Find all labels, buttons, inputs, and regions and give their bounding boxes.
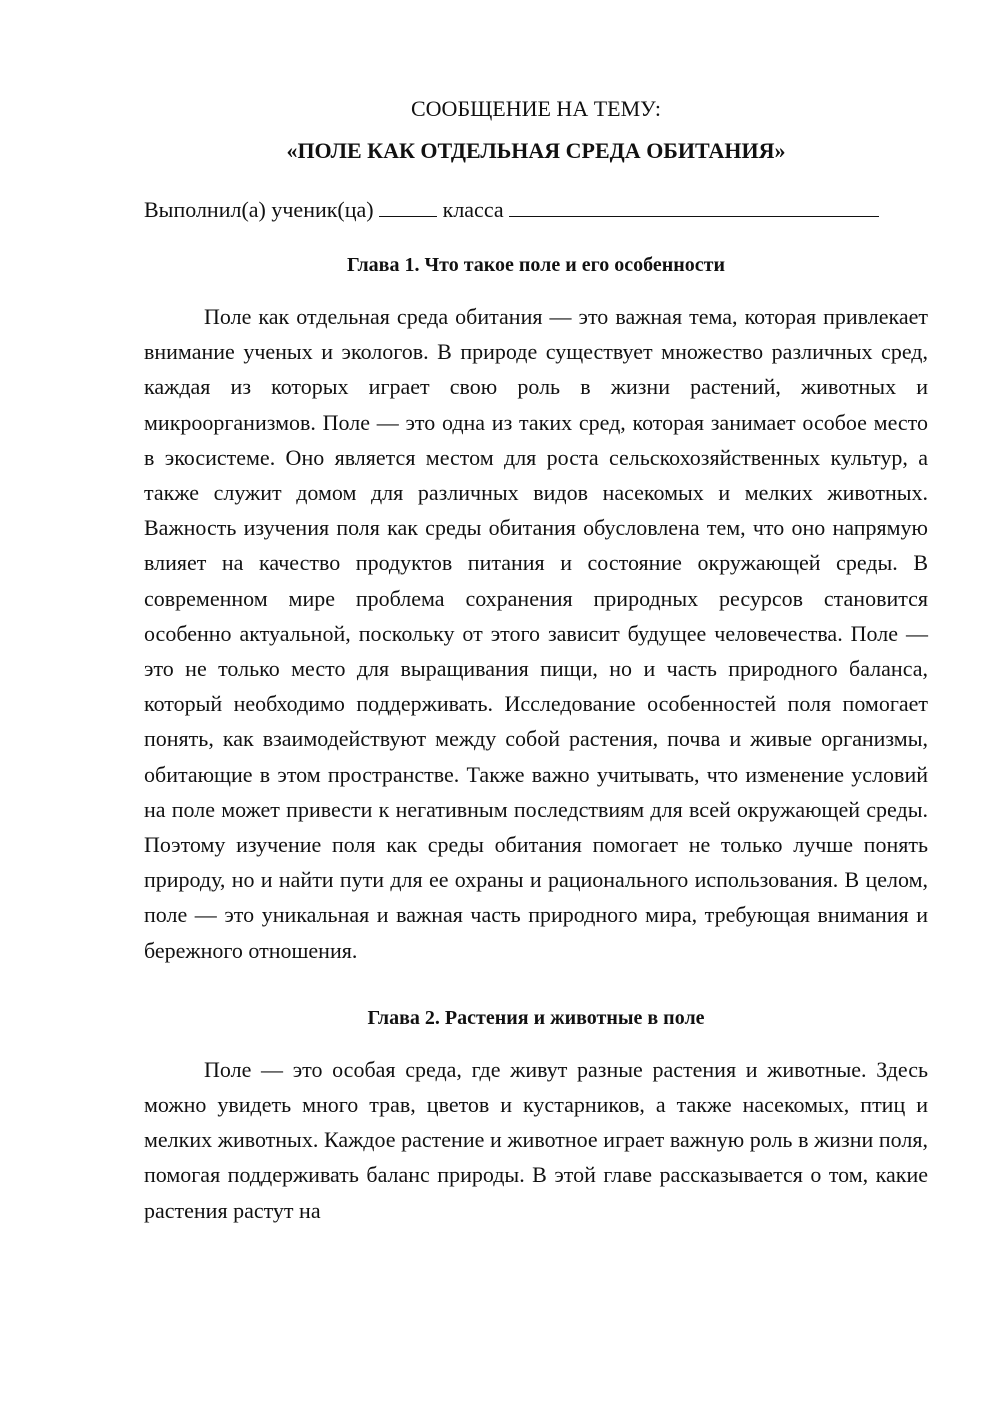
name-blank[interactable] [509, 194, 879, 217]
chapter-1-heading: Глава 1. Что такое поле и его особенности [346, 254, 726, 276]
student-prefix: Выполнил(а) ученик(ца) [144, 197, 374, 222]
document-title-line-2: «ПОЛЕ КАК ОТДЕЛЬНАЯ СРЕДА ОБИТАНИЯ» [286, 138, 786, 163]
class-label: класса [442, 197, 504, 222]
document-page [144, 94, 928, 1228]
chapter-2-heading: Глава 2. Растения и животные в поле [367, 1006, 705, 1029]
document-title-line-1: СООБЩЕНИЕ НА ТЕМУ: [411, 96, 661, 121]
chapter-1-paragraph: Поле как отдельная среда обитания — это важная тема, которая привлекает внимание ученых и экологов. В природе существует множество различных сред, каждая из которых играет свою роль в жизни растений, животных и микроорганизмов. Поле — это одна из таких сред, которая занимает особое место в экосистеме. Оно является местом для роста сельскохозяйственных культур, а также служит домом для различных видов насекомых и мелких животных. Важность изучения поля как среды обитания обусловлена тем, что оно напрямую влияет на качество продуктов питания и состояние окружающей среды. В современном мире проблема сохранения природных ресурсов становится особенно актуальной, поскольку от этого зависит будущее человечества. Поле — это не только место для выращивания пищи, но и часть природного баланса, который необходимо поддерживать. Исследование особенностей поля помогает понять, как взаимодействуют между собой растения, почва и живые организмы, обитающие в этом пространстве. Также важно учитывать, что изменение условий на поле может привести к негативным последствиям для всей окружающей среды. Поэтому изучение поля как среды обитания помогает не только лучше понять природу, но и найти пути для ее охраны и рационального использования. В целом, поле — это уникальная и важная часть природного мира, требующая внимания и бережного отношения. [144, 304, 928, 963]
grade-blank[interactable] [379, 194, 437, 217]
chapter-2-paragraph: Поле — это особая среда, где живут разные растения и животные. Здесь можно увидеть много трав, цветов и кустарников, а также насекомых, птиц и мелких животных. Каждое растение и животное играет важную роль в жизни поля, помогая поддерживать баланс природы. В этой главе рассказывается о том, какие растения растут на [144, 1056, 928, 1223]
student-info-line [144, 194, 928, 225]
